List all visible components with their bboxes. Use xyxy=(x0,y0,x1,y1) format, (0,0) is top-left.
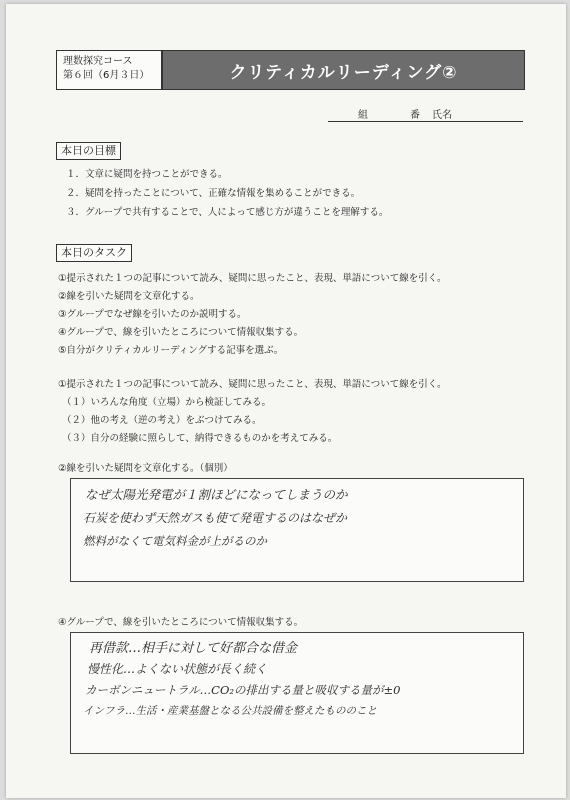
goal-item: ２．疑問を持ったことについて、正確な情報を集めることができる。 xyxy=(66,188,361,199)
class-label: 組 xyxy=(358,110,368,121)
handwritten-line: 再借款…相手に対して好都合な借金 xyxy=(89,641,298,656)
step1-item: （２）他の考え（逆の考え）をぶつけてみる。 xyxy=(62,415,262,426)
task-item: ③グループでなぜ線を引いたのか説明する。 xyxy=(58,309,247,320)
question-answer-box[interactable] xyxy=(70,478,524,582)
step2-heading: ②線を引いた疑問を文章化する。（個別） xyxy=(58,463,233,474)
task-item: ②線を引いた疑問を文章化する。 xyxy=(58,291,200,302)
step1-item: （３）自分の経験に照らして、納得できるものかを考えてみる。 xyxy=(62,433,338,444)
task-item: ①提示された１つの記事について読み、疑問に思ったこと、表現、単語について線を引く。 xyxy=(58,273,447,284)
research-answer-box[interactable] xyxy=(70,632,524,754)
handwritten-line: 石炭を使わず天然ガスも使て発電するのはなぜか xyxy=(83,511,348,525)
goal-item: １．文章に疑問を持つことができる。 xyxy=(66,169,228,180)
task-item: ④グループで、線を引いたところについて情報収集する。 xyxy=(58,327,304,338)
session-info: 第６回（6月３日） xyxy=(63,70,150,81)
handwritten-line: カーボンニュートラル…CO₂の排出する量と吸収する量が±0 xyxy=(85,683,401,697)
step4-heading: ④グループで、線を引いたところについて情報収集する。 xyxy=(58,617,304,628)
tasks-label: 本日のタスク xyxy=(56,244,132,262)
handwritten-line: 燃料がなくて電気料金が上がるのか xyxy=(83,534,267,548)
goals-label: 本日の目標 xyxy=(56,142,121,160)
goal-item: ３．グループで共有することで、人によって感じ方が違うことを理解する。 xyxy=(66,207,389,218)
step1-item: （１）いろんな角度（立場）から検証してみる。 xyxy=(62,397,272,408)
task-item: ⑤自分がクリティカルリーディングする記事を選ぶ。 xyxy=(58,345,284,356)
handwritten-line: インフラ…生活・産業基盤となる公共設備を整えたもののこと xyxy=(83,705,377,717)
handwritten-line: なぜ太陽光発電が１割ほどになってしまうのか xyxy=(85,487,348,502)
title-banner xyxy=(162,50,525,90)
handwritten-line: 慢性化…よくない状態が長く続く xyxy=(87,662,268,676)
page-title: クリティカルリーディング② xyxy=(229,62,458,83)
course-info-box xyxy=(56,50,162,90)
course-name: 理数探究コース xyxy=(63,56,133,67)
worksheet-page xyxy=(6,4,566,798)
number-label: 番 xyxy=(410,110,420,121)
name-field-line xyxy=(328,104,523,122)
step1-heading: ①提示された１つの記事について読み、疑問に思ったこと、表現、単語について線を引く。 xyxy=(58,379,447,390)
name-label: 氏名 xyxy=(432,110,452,121)
